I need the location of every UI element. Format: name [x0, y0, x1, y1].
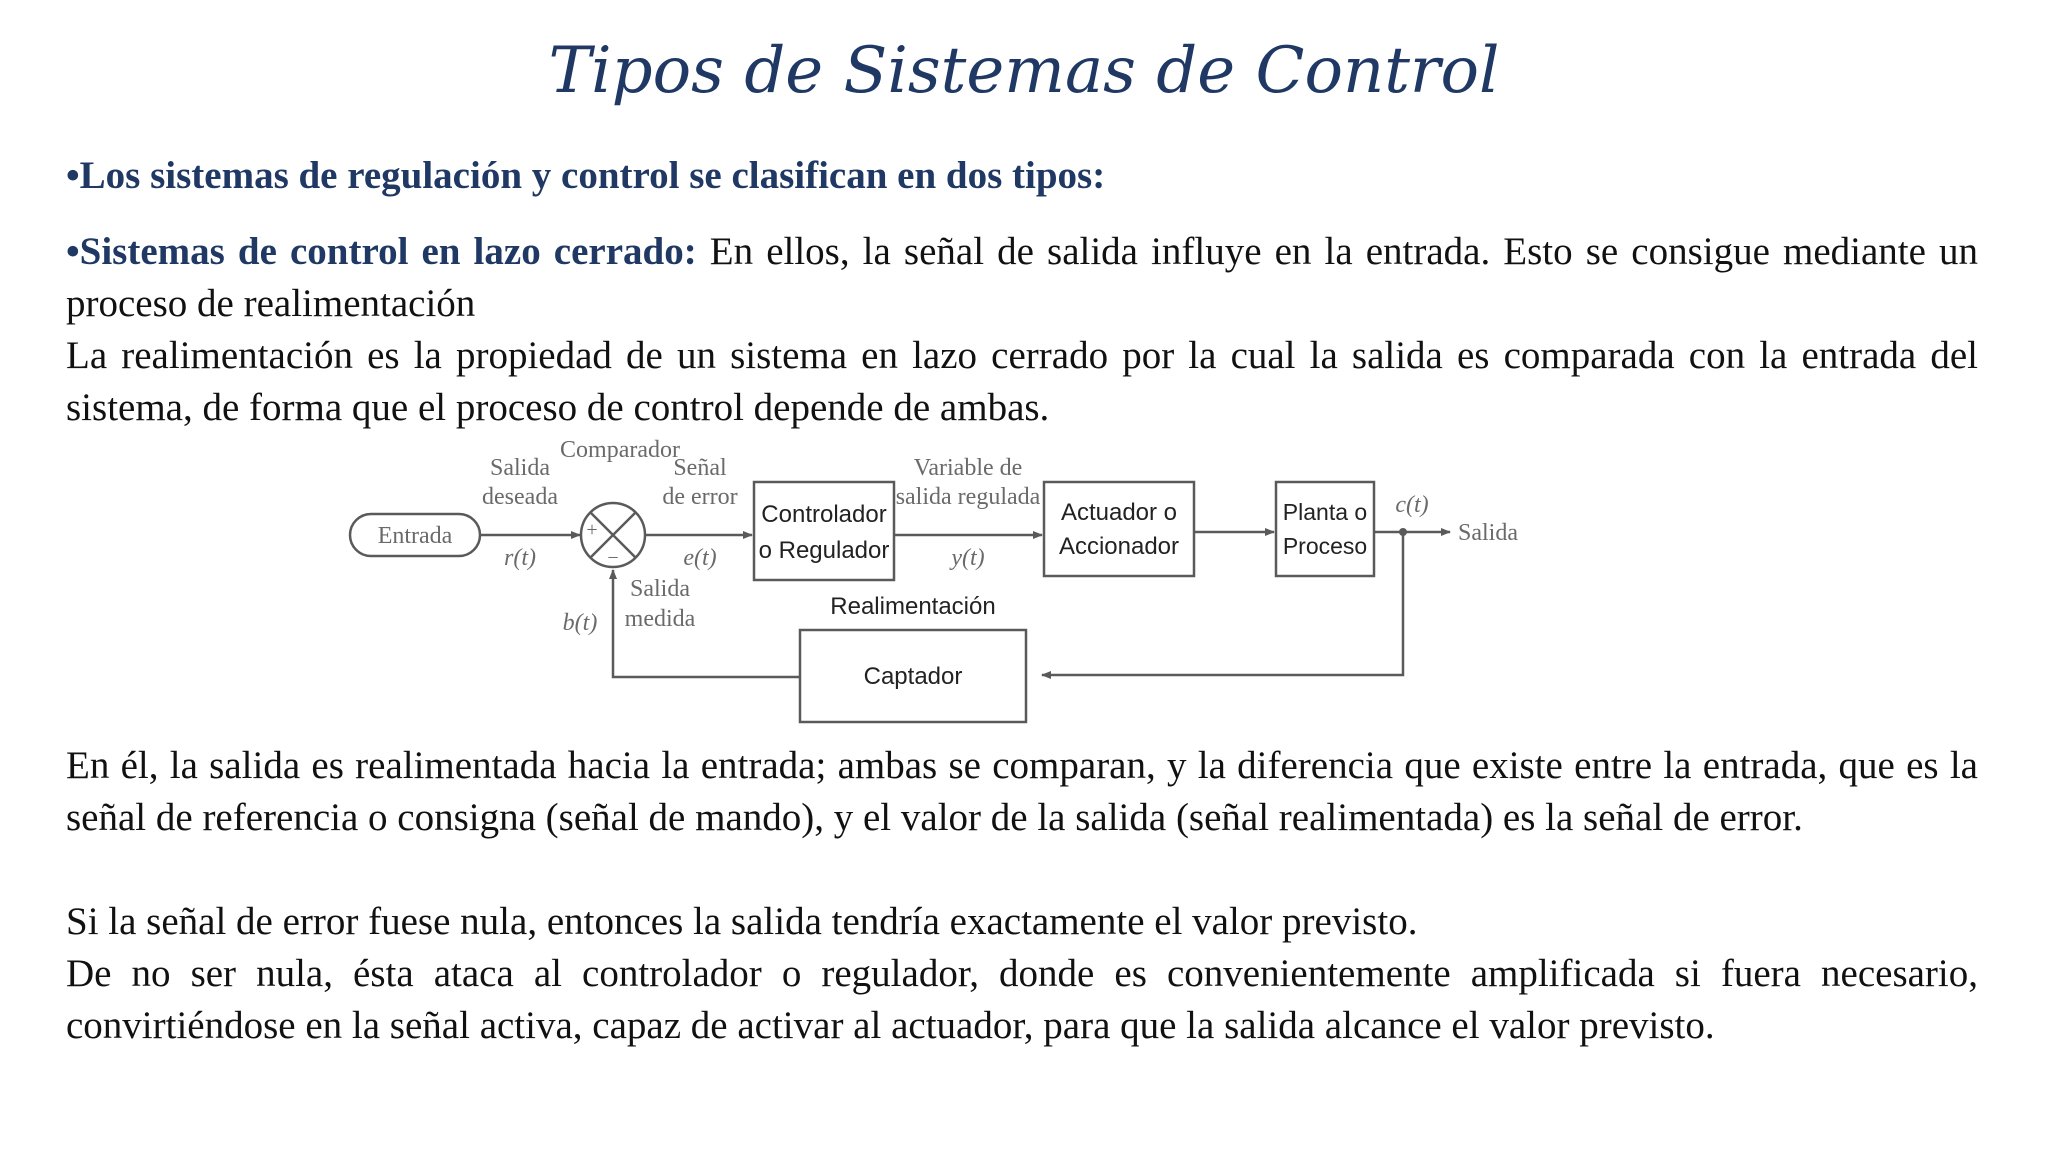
- c-t-label: c(t): [1395, 492, 1429, 518]
- actuador-label-1: Actuador o: [1060, 499, 1178, 526]
- after-diagram-paragraph: En él, la salida es realimentada hacia la entrada; ambas se comparan, y la diferencia que existe entre la entrada, que es la señal de referencia o consigna (señal de mando), y el valor de la salida (señal realimentada) es la señal de error.: [66, 744, 1978, 839]
- closed-loop-paragraph: [66, 226, 1978, 330]
- entrada-label: Entrada: [377, 523, 453, 549]
- closed-loop-label: •Sistemas de control en lazo cerrado:: [66, 230, 697, 273]
- controlador-label-2: o Regulador: [758, 537, 890, 564]
- comparador-label: Comparador: [560, 437, 680, 463]
- plus-sign: +: [586, 519, 598, 541]
- y-t-label: y(t): [951, 545, 985, 571]
- salida-medida-label-2: medida: [624, 606, 696, 632]
- salida-medida-label-1: Salida: [630, 576, 690, 602]
- controlador-block: [754, 482, 894, 580]
- page-title: Tipos de Sistemas de Control: [548, 34, 1500, 108]
- feedback-definition-paragraph: La realimentación es la propiedad de un sistema en lazo cerrado por la cual la salida es comparada con la entrada del sistema, de forma que el proceso de control depende de ambas.: [66, 334, 1978, 429]
- variable-label-2: salida regulada: [895, 484, 1041, 510]
- actuador-block: [1044, 482, 1194, 576]
- variable-label-1: Variable de: [913, 455, 1023, 481]
- null-error-paragraph: Si la señal de error fuese nula, entonces la salida tendría exactamente el valor previsto.: [66, 900, 1418, 943]
- senal-error-label-1: Señal: [673, 455, 727, 481]
- actuador-label-2: Accionador: [1058, 533, 1180, 560]
- intro-paragraph: •Los sistemas de regulación y control se clasifican en dos tipos:: [66, 154, 1106, 197]
- r-t-label: r(t): [504, 545, 536, 571]
- closed-loop-text: En ellos, la señal de salida influye en la entrada. Esto se consigue mediante un proceso de realimentación: [66, 230, 1979, 325]
- planta-label-2: Proceso: [1282, 533, 1368, 559]
- e-t-label: e(t): [683, 545, 717, 571]
- salida-label: Salida: [1458, 520, 1518, 546]
- planta-block: [1276, 482, 1374, 576]
- realimentacion-label: Realimentación: [830, 593, 996, 620]
- salida-deseada-label-1: Salida: [490, 455, 550, 481]
- minus-sign: −: [607, 547, 619, 569]
- salida-deseada-label-2: deseada: [482, 484, 558, 510]
- not-null-error-paragraph: De no ser nula, ésta ataca al controlador o regulador, donde es convenientemente amplificada si fuera necesario, convirtiéndose en la señal activa, capaz de activar al actuador, para que la salida alcance el valor previsto.: [66, 952, 1978, 1047]
- planta-label-1: Planta o: [1282, 499, 1368, 525]
- b-t-label: b(t): [562, 610, 598, 636]
- senal-error-label-2: de error: [662, 484, 738, 510]
- controlador-label-1: Controlador: [761, 501, 887, 528]
- captador-label: Captador: [863, 663, 963, 690]
- block-diagram: [330, 430, 1730, 740]
